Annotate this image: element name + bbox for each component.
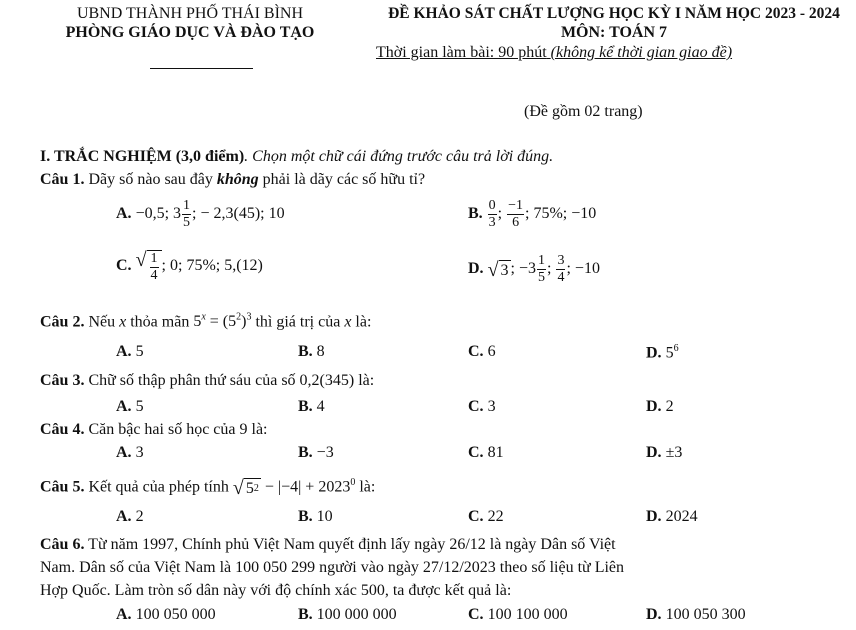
option-letter: A. (116, 508, 132, 525)
question-text: thì giá trị của (251, 313, 345, 331)
option-text: 3 (131, 444, 144, 461)
question-text: thỏa mãn (126, 313, 194, 331)
denominator: 5 (538, 270, 546, 285)
option-letter: C. (468, 508, 484, 525)
question-text: Căn bậc hai số học của 9 là: (84, 421, 268, 438)
option-text: 100 100 000 (483, 606, 568, 623)
question-label: Câu 6. (40, 536, 85, 553)
q5-option-b (298, 508, 333, 526)
option-text: 10 (312, 508, 333, 525)
question-2 (40, 312, 371, 331)
option-text: 2 (131, 508, 144, 525)
option-text: 22 (483, 508, 504, 525)
option-letter: D. (646, 444, 662, 461)
option-text: ; 0; 75%; 5,(12) (161, 257, 263, 275)
option-text: 5 (131, 343, 144, 360)
option-letter: D. (468, 260, 484, 278)
question-4 (40, 421, 268, 439)
q5-option-a (116, 508, 144, 526)
option-text: 8 (312, 343, 325, 360)
denominator: 6 (512, 215, 520, 230)
option-letter: B. (298, 508, 313, 525)
eq-inner-exponent: 2 (236, 312, 242, 323)
fraction (150, 252, 159, 283)
question-text: phải là dãy các số hữu tỉ? (258, 171, 426, 188)
time-note: (không kể thời gian giao đề) (550, 44, 733, 61)
option-text: ; 75%; −10 (525, 205, 597, 223)
subject: MÔN: TOÁN 7 (560, 24, 668, 41)
q4-option-b (298, 444, 334, 462)
denominator: 4 (150, 268, 158, 283)
numerator: 1 (538, 253, 546, 268)
option-text: 2024 (661, 508, 698, 525)
option-letter: D. (646, 398, 662, 415)
section-instruction: . Chọn một chữ cái đứng trước câu trả lời đúng. (244, 148, 554, 165)
option-text: 81 (483, 444, 504, 461)
eq-outer-exponent: 3 (246, 312, 252, 323)
option-letter: C. (468, 444, 484, 461)
question-text: là: (354, 372, 375, 389)
q2-option-b (298, 343, 325, 361)
fraction (488, 199, 497, 230)
question-label: Câu 2. (40, 313, 85, 331)
header-underline (150, 68, 253, 69)
eq-lhs-exponent: x (201, 312, 206, 323)
expression: − |−4| + 2023 (260, 478, 351, 496)
denominator: 4 (557, 270, 565, 285)
q6-option-a (116, 606, 216, 624)
exponent: 0 (350, 477, 356, 488)
option-letter: D. (646, 508, 662, 525)
option-letter: B. (298, 343, 313, 360)
equation (193, 313, 251, 330)
denominator: 5 (183, 215, 191, 230)
numerator: 3 (557, 253, 565, 268)
emphasis: không (216, 171, 259, 188)
option-text: 2 (661, 398, 674, 415)
variable: x (119, 313, 127, 331)
option-letter: D. (646, 606, 662, 623)
fraction (556, 254, 565, 285)
separator: ; (547, 260, 552, 278)
radical-sign: √ (487, 258, 499, 281)
option-letter: C. (468, 343, 484, 360)
q5-option-d (646, 508, 698, 526)
square-root (488, 260, 511, 280)
exam-title: ĐỀ KHẢO SÁT CHẤT LƯỢNG HỌC KỲ I NĂM HỌC 2023 - 2024 (388, 5, 840, 22)
option-text: 4 (312, 398, 325, 415)
office-name: PHÒNG GIÁO DỤC VÀ ĐÀO TẠO (65, 24, 315, 41)
radicand (147, 250, 162, 283)
separator: ; (497, 205, 503, 223)
radicand (244, 478, 261, 498)
option-text: 100 000 000 (312, 606, 397, 623)
q1-option-a (116, 199, 285, 230)
q3-option-a (116, 398, 144, 416)
question-text: Từ năm 1997, Chính phủ Việt Nam quyết định lấy ngày 26/12 là ngày Dân số Việt (84, 536, 616, 553)
section-title: I. TRẮC NGHIỆM (3,0 điểm) (40, 148, 245, 165)
option-text: 5 (131, 398, 144, 415)
q1-option-b (468, 199, 596, 230)
base: 5 (245, 479, 254, 497)
option-text: ; −3 (510, 260, 537, 278)
option-letter: A. (116, 606, 132, 623)
option-text: 3 (483, 398, 496, 415)
option-text: ; − 2,3(45); 10 (192, 205, 285, 223)
option-text: ±3 (661, 444, 683, 461)
question-label: Câu 1. (40, 171, 85, 188)
q4-option-a (116, 444, 144, 462)
q2-option-a (116, 343, 144, 361)
exponent: 6 (673, 343, 679, 354)
option-letter: A. (116, 343, 132, 360)
question-6 (40, 536, 616, 554)
option-text: ; −10 (566, 260, 600, 278)
pages-note: (Đề gồm 02 trang) (524, 103, 643, 120)
numerator: 1 (183, 198, 191, 213)
department-name: UBND THÀNH PHỐ THÁI BÌNH (76, 5, 304, 22)
numerator: 0 (488, 198, 496, 213)
question-text: là: (355, 478, 376, 496)
option-letter: A. (116, 205, 132, 223)
q3-option-b (298, 398, 325, 416)
section-heading (40, 148, 553, 166)
q4-option-d (646, 444, 682, 462)
fraction (182, 199, 191, 230)
question-text: Nếu (84, 313, 120, 331)
q3-option-d (646, 398, 674, 416)
square-root (136, 250, 162, 283)
option-letter: C. (116, 257, 132, 275)
question-label: Câu 5. (40, 478, 85, 496)
question-6-line-3: Hợp Quốc. Làm tròn số dân này với độ chính xác 500, ta được kết quả là: (40, 582, 512, 599)
question-label: Câu 3. (40, 372, 85, 389)
q4-option-c (468, 444, 504, 462)
exponent: 2 (253, 483, 259, 495)
q6-option-c (468, 606, 568, 624)
question-label: Câu 4. (40, 421, 85, 438)
math-expression: 0,2(345) (299, 372, 355, 389)
option-text: 5 (661, 344, 674, 362)
variable: x (344, 313, 352, 331)
option-text: −0,5; 3 (135, 205, 182, 223)
q5-option-c (468, 508, 504, 526)
q1-option-d (468, 254, 600, 285)
eq-close: ) (241, 313, 247, 331)
q6-option-d (646, 606, 746, 624)
radical-sign: √ (232, 476, 244, 499)
option-letter: A. (116, 398, 132, 415)
question-3 (40, 372, 374, 390)
question-5 (40, 477, 375, 498)
eq-lhs: 5 (193, 313, 202, 331)
time-line (376, 44, 732, 62)
option-text: 100 050 300 (661, 606, 746, 623)
option-letter: C. (468, 606, 484, 623)
denominator: 3 (488, 215, 496, 230)
radicand: 3 (500, 261, 509, 279)
q2-option-c (468, 343, 496, 361)
option-text: 6 (483, 343, 496, 360)
question-text: Chữ số thập phân thứ sáu của số (84, 372, 300, 389)
numerator: 1 (150, 251, 158, 266)
option-letter: C. (468, 398, 484, 415)
numerator: −1 (508, 198, 524, 213)
question-text: Dãy số nào sau đây (84, 171, 217, 188)
option-letter: D. (646, 344, 662, 362)
option-text: −3 (312, 444, 334, 461)
square-root (233, 478, 261, 498)
fraction (507, 199, 524, 230)
fraction (537, 254, 546, 285)
option-letter: B. (468, 205, 483, 223)
question-6-line-2: Nam. Dân số của Việt Nam là 100 050 299 người vào ngày 27/12/2023 theo số liệu từ Liên (40, 559, 625, 576)
option-letter: A. (116, 444, 132, 461)
option-letter: B. (298, 398, 313, 415)
option-letter: B. (298, 444, 313, 461)
option-letter: B. (298, 606, 313, 623)
radical-sign: √ (135, 249, 147, 271)
question-text: là: (351, 313, 372, 331)
q2-option-d (646, 343, 679, 362)
q6-option-b (298, 606, 397, 624)
q3-option-c (468, 398, 496, 416)
question-text: Kết quả của phép tính (84, 478, 233, 496)
question-1 (40, 171, 425, 189)
q1-option-c (116, 250, 263, 283)
time-text: Thời gian làm bài: 90 phút (376, 44, 547, 61)
eq-mid: = (5 (205, 313, 237, 331)
option-text: 100 050 000 (131, 606, 216, 623)
